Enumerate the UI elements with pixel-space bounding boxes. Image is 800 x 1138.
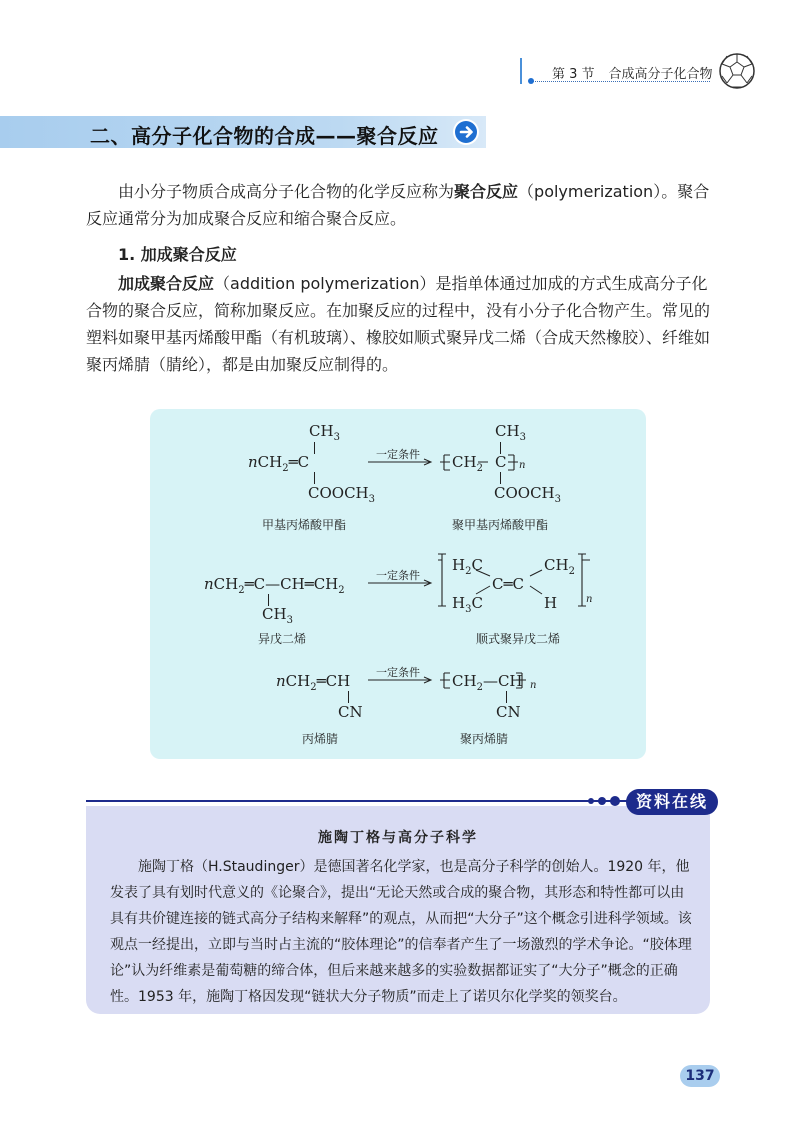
r3-bond-down — [348, 691, 349, 703]
r3-arrow-icon — [368, 676, 436, 684]
header-accent-bar — [520, 58, 522, 84]
r1-cooch3: $COOCH_3$ — [308, 484, 376, 505]
r2-h2c: $H_2C$ — [452, 556, 483, 577]
r1-condition: 一定条件 — [376, 448, 420, 461]
online-title: 施陶丁格与高分子科学 — [318, 830, 478, 846]
r2-h: H — [544, 594, 558, 612]
header-title: 合成高分子化合物 — [608, 67, 713, 82]
r1-p-n: n — [519, 460, 526, 471]
fullerene-icon — [718, 52, 756, 90]
online-dot — [588, 798, 594, 804]
header-rule — [530, 81, 710, 82]
r2-product-name: 顺式聚异戊二烯 — [476, 632, 561, 646]
r1-bond-up — [314, 442, 315, 454]
r3-p-ch2: $CH_2—CH$ — [452, 672, 523, 693]
r2-monomer: $nCH_2═C—CH═CH_2$ — [204, 575, 345, 596]
r1-arrow-icon — [368, 458, 436, 466]
r1-ch3-top: $CH_3$ — [309, 422, 340, 443]
r1-reactant-name: 甲基丙烯酸甲酯 — [262, 518, 347, 532]
r1-product-name: 聚甲基丙烯酸甲酯 — [452, 518, 549, 532]
intro-part1: 由小分子物质合成高分子化合物的化学反应称为 — [118, 182, 455, 201]
online-badge: 资料在线 — [626, 789, 718, 815]
r3-condition: 一定条件 — [376, 666, 420, 679]
r1-bond-down — [314, 472, 315, 484]
r3-p-bond-down — [506, 691, 507, 703]
addition-term: 加成聚合反应 — [118, 274, 215, 293]
r1-p-bond-down — [500, 472, 501, 484]
online-dot — [610, 796, 620, 806]
r1-p-c: C — [495, 453, 507, 471]
r2-h3c: $H_3C$ — [452, 594, 483, 615]
r1-p-cooch3: $COOCH_3$ — [494, 484, 562, 505]
header-section: 第 3 节 — [552, 67, 595, 82]
arrow-right-circle-icon — [452, 118, 480, 146]
addition-paragraph — [86, 270, 714, 378]
r2-reactant-name: 异戊二烯 — [258, 632, 307, 646]
r2-ch3: $CH_3$ — [262, 605, 293, 626]
r1-monomer: nCH$_2$═C — [248, 453, 310, 474]
r3-reactant-name: 丙烯腈 — [302, 732, 339, 746]
r3-p-n: n — [530, 680, 537, 691]
online-dot — [598, 797, 606, 805]
online-rule — [86, 800, 646, 802]
r1-p-ch2: $CH_2$ — [452, 453, 483, 474]
r2-arrow-icon — [368, 579, 436, 587]
running-header — [552, 63, 713, 82]
header-dot — [528, 78, 534, 84]
intro-part2: （polymerization）。聚合反应通常分为加成聚合反应和缩合聚合反应。 — [86, 182, 710, 228]
r2-p-n: n — [586, 594, 593, 605]
subheading: 1. 加成聚合反应 — [118, 245, 237, 264]
section-title: 二、高分子化合物的合成——聚合反应 — [90, 124, 439, 148]
r1-p-ch3: $CH_3$ — [495, 422, 526, 443]
r3-p-cn: CN — [496, 703, 521, 721]
r3-monomer: nCH$_2$═CH — [276, 672, 351, 693]
intro-term: 聚合反应 — [454, 182, 519, 201]
online-text: 施陶丁格（H.Staudinger）是德国著名化学家，也是高分子科学的创始人。1920 年，他发表了具有划时代意义的《论聚合》，提出“无论天然或合成的聚合物，其形态和特性都可以由具有共价键连接的链式高分子结构来解释”的观点，从而把“大分子”这个概念引进科学领域。该观点一经提出，立即与当时占主流的“胶体理论”的信奉者产生了一场激烈的学术争论。“胶体理论”认为纤维素是葡萄糖的缔合体，但后来越来越多的实验数据都证实了“大分子”概念的正确性。1953 年，施陶丁格因发现“链状大分子物质”而走上了诺贝尔化学奖的领奖台。 — [110, 859, 692, 1005]
page-number: 137 — [680, 1065, 720, 1087]
r2-condition: 一定条件 — [376, 569, 420, 582]
r2-ch2-right: $CH_2$ — [544, 556, 575, 577]
r3-cn: CN — [338, 703, 363, 721]
intro-paragraph — [86, 178, 714, 232]
r3-product-name: 聚丙烯腈 — [460, 732, 509, 746]
addition-text: （addition polymerization）是指单体通过加成的方式生成高分子化合物的聚合反应，简称加聚反应。在加聚反应的过程中，没有小分子化合物产生。常见的塑料如聚甲基丙烯酸甲酯（有机玻璃）、橡胶如顺式聚异戊二烯（合成天然橡胶）、纤维如聚丙烯腈（腈纶），都是由加聚反应制得的。 — [86, 274, 711, 374]
r2-double-bond: C═C — [492, 575, 524, 593]
